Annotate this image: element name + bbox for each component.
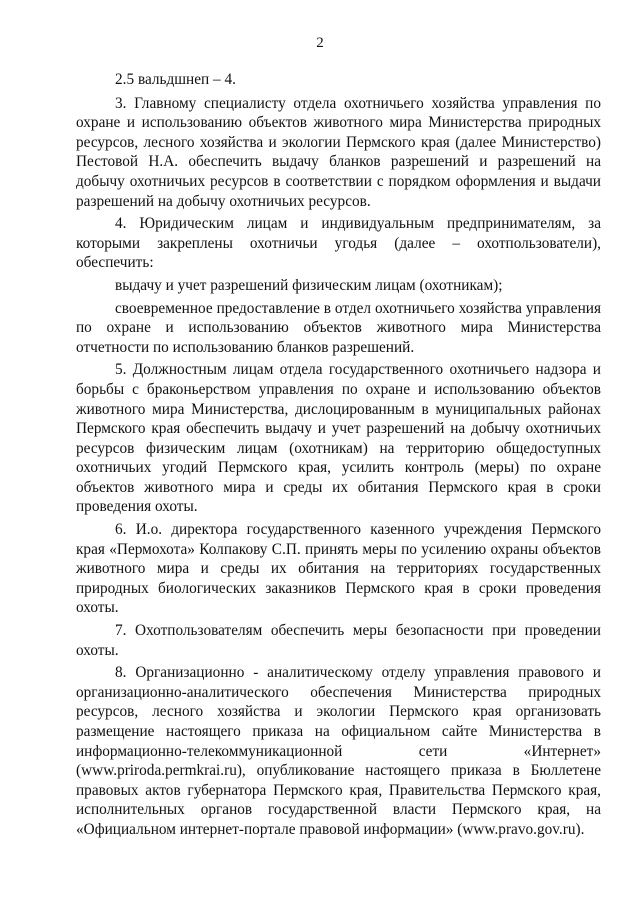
paragraph-8: 8. Организационно - аналитическому отделу управления правового и организационно-аналитического обеспечения Министерства природных ресурсов, лесного хозяйства и экологии Пермского края организовать размещение настоящего приказа на официальном сайте Министерства в информационно-телекоммуникационной сети «Интернет» (www.priroda.permkrai.ru), опубликование настоящего приказа в Бюллетене правовых актов губернатора Пермского края, Правительства Пермского края, исполнительных органов государственной власти Пермского края, на «Официальном интернет-портале правовой информации» (www.pravo.gov.ru). <box>76 664 601 838</box>
paragraph-7: 7. Охотпользователям обеспечить меры безопасности при проведении охоты. <box>76 622 601 659</box>
paragraph-4-item-b: своевременное предоставление в отдел охотничьего хозяйства управления по охране и использованию объектов животного мира Министерства отчетности по использованию бланков разрешений. <box>76 299 601 356</box>
paragraph-4-item-a: выдачу и учет разрешений физическим лицам (охотникам); <box>115 276 503 294</box>
paragraph-5: 5. Должностным лицам отдела государственного охотничьего надзора и борьбы с браконьерством управления по охране и использованию объектов животного мира Министерства, дислоцированным в муниципальных районах Пермского края обеспечить выдачу и учет разрешений на добычу охотничьих ресурсов физическим лицам (охотникам) на территорию общедоступных охотничьих угодий Пермского края, усилить контроль (меры) по охране объектов животного мира и среды их обитания Пермского края в сроки проведения охоты. <box>76 361 601 516</box>
page-number: 2 <box>316 35 324 51</box>
document-body <box>76 70 601 840</box>
paragraph-2-5: 2.5 вальдшнеп – 4. <box>115 71 236 88</box>
paragraph-4: 4. Юридическим лицам и индивидуальным предпринимателям, за которыми закреплены охотничьи угодья (далее – охотпользователи), обеспечить: <box>76 215 601 272</box>
paragraph-6: 6. И.о. директора государственного казенного учреждения Пермского края «Пермохота» Колпакову С.П. принять меры по усилению охраны объектов животного мира и среды их обитания на территориях государственных природных биологических заказников Пермского края в сроки проведения охоты. <box>76 521 601 617</box>
paragraph-3: 3. Главному специалисту отдела охотничьего хозяйства управления по охране и использованию объектов животного мира Министерства природных ресурсов, лесного хозяйства и экологии Пермского края (далее Министерство) Пестовой Н.А. обеспечить выдачу бланков разрешений и разрешений на добычу охотничьих ресурсов в соответствии с порядком оформления и выдачи разрешений на добычу охотничьих ресурсов. <box>76 94 601 210</box>
